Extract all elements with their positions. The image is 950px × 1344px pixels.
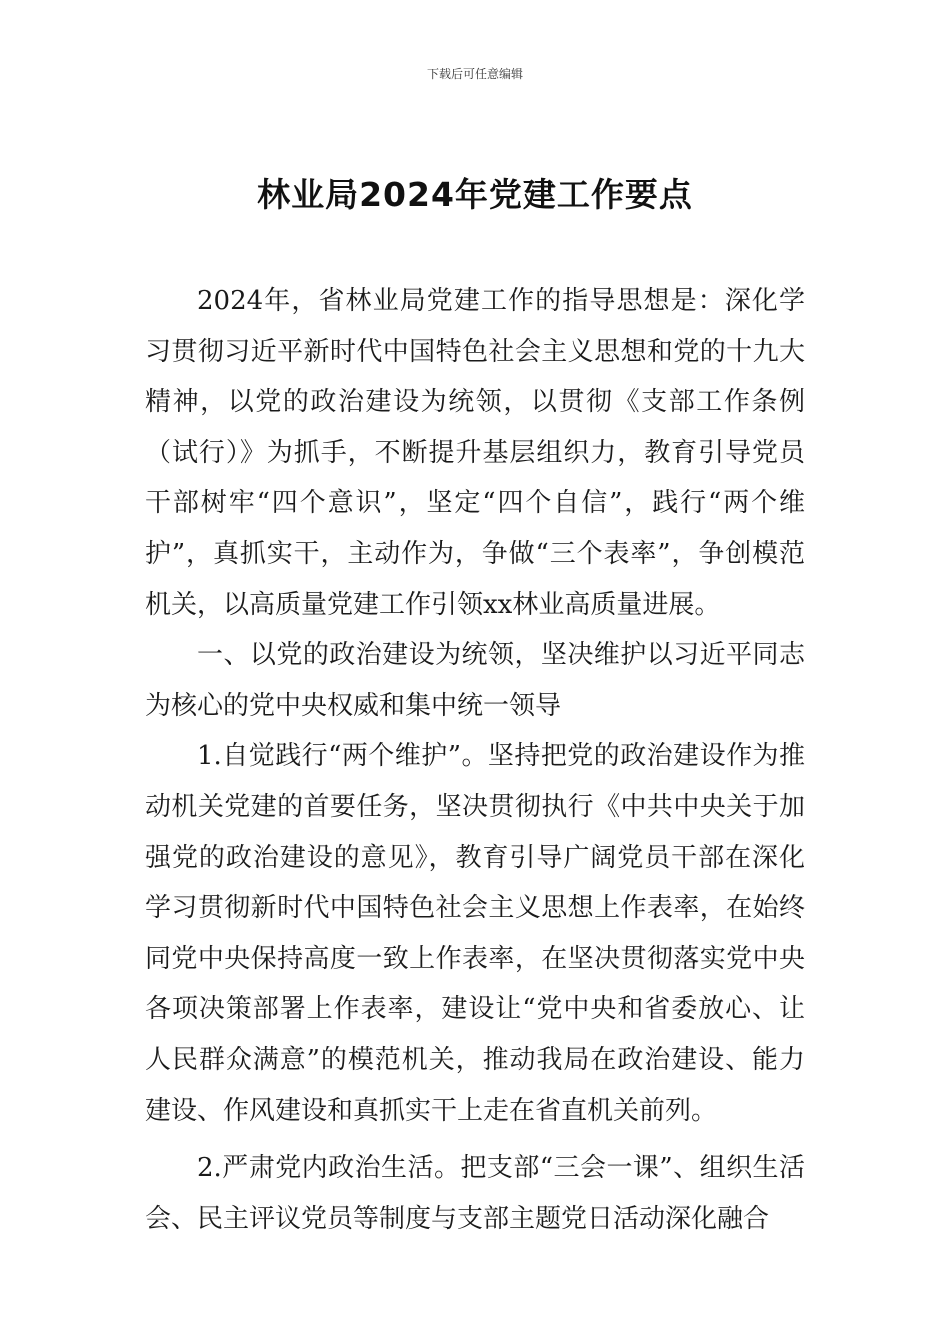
paragraph-guiding-thought: 2024年，省林业局党建工作的指导思想是：深化学习贯彻习近平新时代中国特色社会主义思想和党的十九大精神，以党的政治建设为统领，以贯彻《支部工作条例（试行）》为抓手，不断提升基层组织力，教育引导党员干部树牢“四个意识”，坚定“四个自信”，践行“两个维护”，真抓实干，主动作为，争做“三个表率”，争创模范机关，以高质量党建工作引领xx林业高质量进展。 [145, 286, 805, 620]
header-note: 下载后可任意编辑 [426, 67, 523, 81]
section-heading-1: 一、以党的政治建设为统领，坚决维护以习近平同志为核心的党中央权威和集中统一领导 [145, 640, 805, 721]
paragraph-item-1: 1.自觉践行“两个维护”。坚持把党的政治建设作为推动机关党建的首要任务，坚决贯彻执行《中共中央关于加强党的政治建设的意见》，教育引导广阔党员干部在深化学习贯彻新时代中国特色社会主义思想上作表率，在始终同党中央保持高度一致上作表率，在坚决贯彻落实党中央各项决策部署上作表率，建设让“党中央和省委放心、让人民群众满意”的模范机关，推动我局在政治建设、能力建设、作风建设和真抓实干上走在省直机关前列。 [145, 741, 805, 1126]
document-body [145, 276, 805, 1244]
document-title: 林业局2024年党建工作要点 [257, 175, 693, 214]
paragraph-item-2: 2.严肃党内政治生活。把支部“三会一课”、组织生活会、民主评议党员等制度与支部主题党日活动深化融合 [145, 1153, 805, 1234]
